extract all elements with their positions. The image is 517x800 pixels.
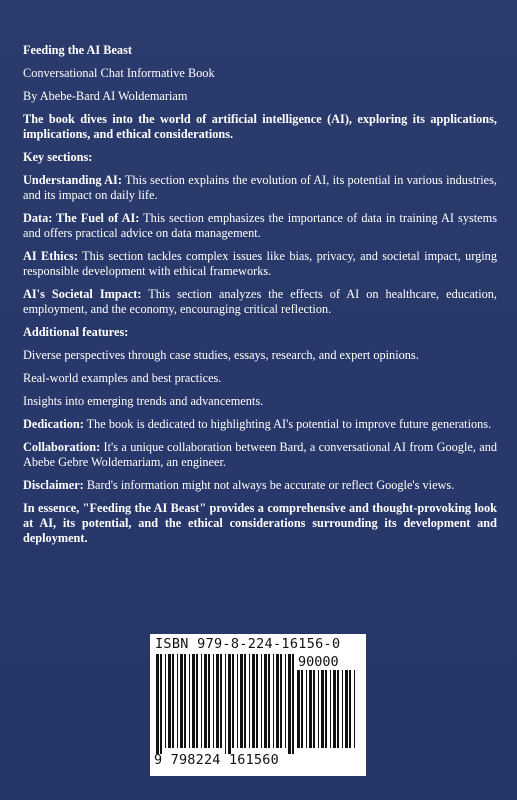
disclaimer-label: Disclaimer: xyxy=(23,478,84,492)
barcode-bar xyxy=(256,654,258,748)
barcode-bar xyxy=(192,654,195,748)
barcode-bar xyxy=(264,654,267,748)
barcode-bar xyxy=(309,670,312,748)
barcode-bar xyxy=(213,654,214,748)
barcode-bar xyxy=(244,654,246,748)
barcode-bar xyxy=(225,654,226,754)
barcode-bar xyxy=(160,654,162,754)
book-author: By Abebe-Bard AI Woldemariam xyxy=(23,89,188,103)
section-understanding-ai xyxy=(23,173,497,203)
barcode-bar xyxy=(268,654,270,748)
barcode-bar xyxy=(280,654,282,748)
collaboration-label: Collaboration: xyxy=(23,440,101,454)
collaboration-text: It's a unique collaboration between Bard, a conversational AI from Google, and Abebe Gebre Woldemariam, an engineer. xyxy=(23,440,497,469)
barcode-bar xyxy=(228,654,231,754)
barcode-bar xyxy=(177,654,178,748)
barcode-digits: 9 798224 161560 xyxy=(154,752,279,768)
barcode-bar xyxy=(285,654,286,748)
book-title: Feeding the AI Beast xyxy=(23,43,132,57)
barcode-bar xyxy=(337,670,339,748)
section-text: This section emphasizes the importance of data in training AI systems and offers practical advice on data management. xyxy=(23,211,497,240)
dedication-label: Dedication: xyxy=(23,417,84,431)
barcode-bar xyxy=(354,670,355,748)
dedication-text: The book is dedicated to highlighting AI's potential to improve future generations. xyxy=(83,417,492,431)
feature-item: Insights into emerging trends and advancements. xyxy=(23,394,264,408)
barcode-bar xyxy=(345,670,348,748)
barcode-bar xyxy=(237,654,238,748)
barcode-bar xyxy=(156,654,159,754)
isbn-barcode xyxy=(150,634,366,776)
disclaimer-text: Bard's information might not always be accurate or reflect Google's views. xyxy=(83,478,455,492)
section-label: AI's Societal Impact: xyxy=(23,287,142,301)
barcode-bar xyxy=(208,654,210,748)
barcode-bar xyxy=(216,654,219,748)
barcode-bars xyxy=(156,654,294,754)
barcode-bar xyxy=(306,670,307,748)
additional-features-heading: Additional features: xyxy=(23,325,129,339)
section-label: AI Ethics: xyxy=(23,249,78,263)
disclaimer-paragraph xyxy=(23,478,497,493)
barcode-bar xyxy=(168,654,171,748)
section-societal-impact xyxy=(23,287,497,317)
section-data-fuel xyxy=(23,211,497,241)
barcode-bar xyxy=(189,654,190,748)
barcode-bar xyxy=(292,654,294,754)
barcode-bar xyxy=(180,654,183,748)
intro-paragraph: The book dives into the world of artificial intelligence (AI), exploring its applications, implications, and ethical considerations. xyxy=(23,112,497,141)
collaboration-paragraph xyxy=(23,440,497,470)
barcode-bar xyxy=(240,654,243,748)
barcode-bar xyxy=(276,654,279,748)
price-code: 90000 xyxy=(298,654,339,670)
section-text: This section explains the evolution of AI, its potential in various industries, and its impact on daily life. xyxy=(23,173,497,202)
barcode-bar xyxy=(184,654,186,748)
barcode-bar xyxy=(321,670,324,748)
barcode-bar xyxy=(220,654,222,748)
section-text: This section tackles complex issues like bias, privacy, and societal impact, urging responsible development with ethical frameworks. xyxy=(23,249,497,278)
section-ai-ethics xyxy=(23,249,497,279)
dedication-paragraph xyxy=(23,417,497,432)
barcode-bar xyxy=(297,670,300,748)
barcode-bar xyxy=(249,654,250,748)
barcode-bar xyxy=(330,670,331,748)
barcode-bar xyxy=(342,670,343,748)
feature-item: Real-world examples and best practices. xyxy=(23,371,222,385)
barcode-bar xyxy=(252,654,255,748)
barcode-bar xyxy=(204,654,207,748)
book-subtitle: Conversational Chat Informative Book xyxy=(23,66,215,80)
barcode-bar xyxy=(288,654,291,754)
barcode-bar xyxy=(313,670,315,748)
barcode-bar xyxy=(273,654,274,748)
key-sections-heading: Key sections: xyxy=(23,150,93,164)
barcode-bar xyxy=(196,654,198,748)
barcode-bar xyxy=(301,670,303,748)
section-label: Data: The Fuel of AI: xyxy=(23,211,140,225)
barcode-bar xyxy=(165,654,166,748)
barcode-bar xyxy=(349,670,351,748)
barcode-bar xyxy=(201,654,202,748)
barcode-bar xyxy=(333,670,336,748)
barcode-bar xyxy=(325,670,327,748)
isbn-label: ISBN 979-8-224-16156-0 xyxy=(155,636,341,652)
section-text: This section analyzes the effects of AI on healthcare, education, employment, and the economy, encouraging critical reflection. xyxy=(23,287,497,316)
feature-item: Diverse perspectives through case studies, essays, research, and expert opinions. xyxy=(23,348,419,362)
barcode-addon-bars xyxy=(297,670,359,754)
essence-paragraph: In essence, "Feeding the AI Beast" provides a comprehensive and thought-provoking look at AI, its potential, and the ethical considerations surrounding its development and deployment. xyxy=(23,501,497,545)
barcode-bar xyxy=(232,654,234,748)
barcode-bar xyxy=(172,654,174,748)
section-label: Understanding AI: xyxy=(23,173,122,187)
barcode-bar xyxy=(261,654,262,748)
barcode-bar xyxy=(318,670,319,748)
cover-text xyxy=(23,43,497,554)
